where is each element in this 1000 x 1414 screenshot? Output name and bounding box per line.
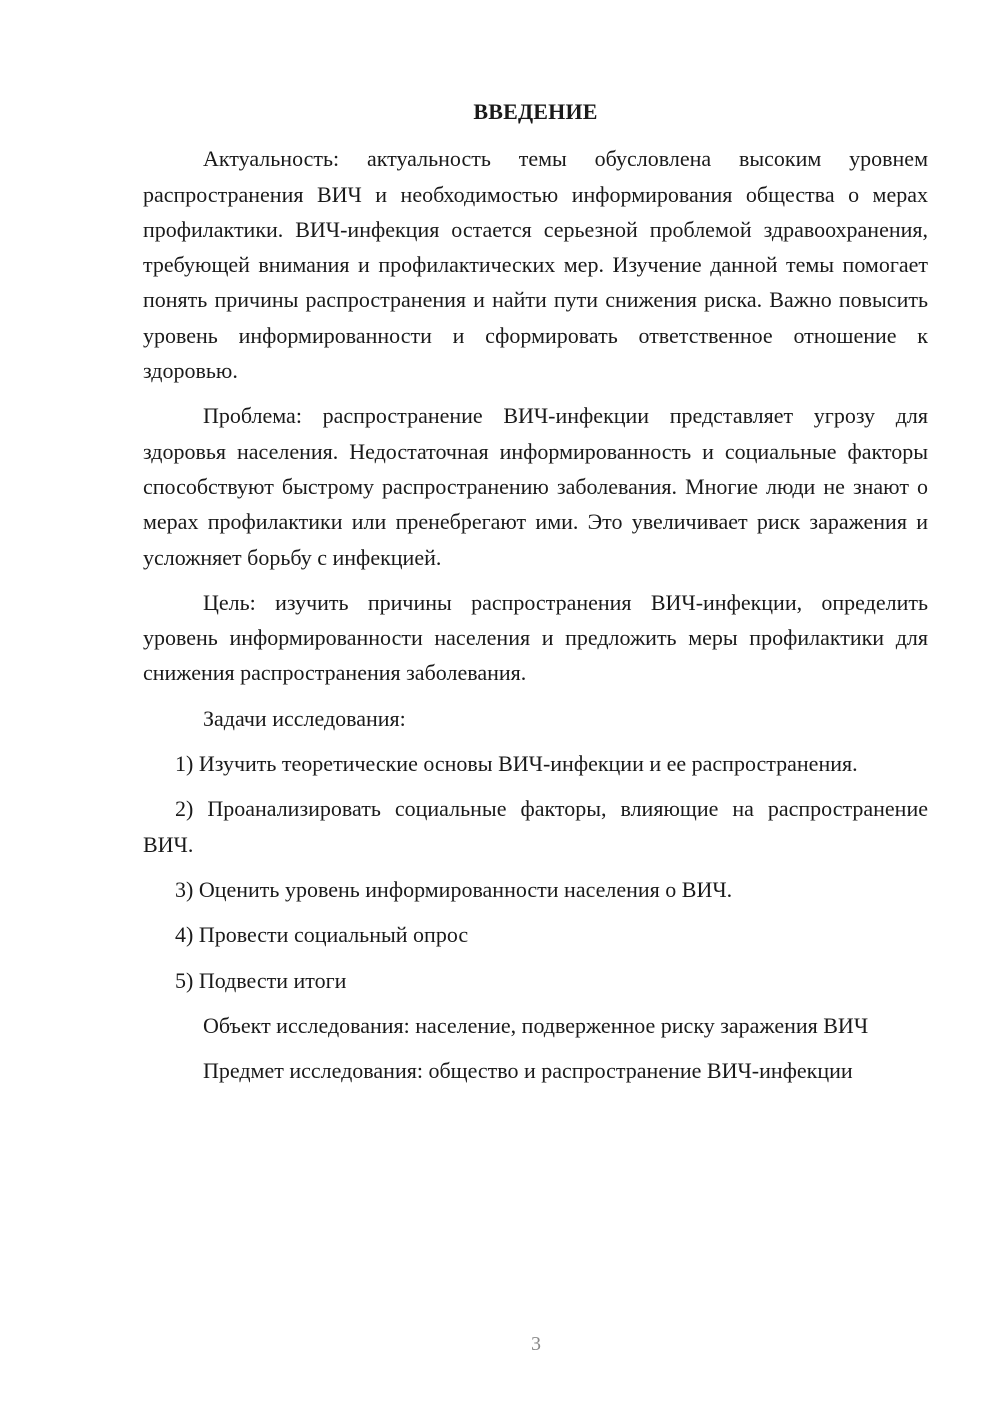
task-item-3: 3) Оценить уровень информированности населения о ВИЧ.: [175, 876, 733, 902]
task-item-5: 5) Подвести итоги: [175, 967, 347, 993]
paragraph-problem: Проблема: распространение ВИЧ-инфекции представляет угрозу для здоровья населения. Недостаточная информированность и социальные факторы способствуют быстрому распространению заболевания. Многие люди не знают о мерах профилактики или пренебрегают ими. Это увеличивает риск заражения и усложняет борьбу с инфекцией.: [143, 403, 928, 570]
task-item-4: 4) Провести социальный опрос: [175, 922, 469, 948]
paragraph-subject: Предмет исследования: общество и распространение ВИЧ-инфекции: [203, 1058, 853, 1084]
task-item-2: 2) Проанализировать социальные факторы, влияющие на распространение ВИЧ.: [143, 796, 928, 857]
task-item-1: 1) Изучить теоретические основы ВИЧ-инфекции и ее распространения.: [175, 751, 858, 777]
tasks-heading: Задачи исследования:: [203, 705, 406, 731]
page-number: 3: [531, 1333, 541, 1355]
page-title: ВВЕДЕНИЕ: [473, 99, 598, 124]
paragraph-goal: Цель: изучить причины распространения ВИЧ-инфекции, определить уровень информированности населения и предложить меры профилактики для снижения распространения заболевания.: [143, 589, 928, 686]
paragraph-object: Объект исследования: население, подверженное риску заражения ВИЧ: [203, 1012, 869, 1038]
page-content: [143, 94, 928, 1098]
paragraph-relevance: Актуальность: актуальность темы обусловлена высоким уровнем распространения ВИЧ и необходимостью информирования общества о мерах профилактики. ВИЧ-инфекция остается серьезной проблемой здравоохранения, требующей внимания и профилактических мер. Изучение данной темы помогает понять причины распространения и найти пути снижения риска. Важно повысить уровень информированности и сформировать ответственное отношение к здоровью.: [143, 146, 928, 384]
